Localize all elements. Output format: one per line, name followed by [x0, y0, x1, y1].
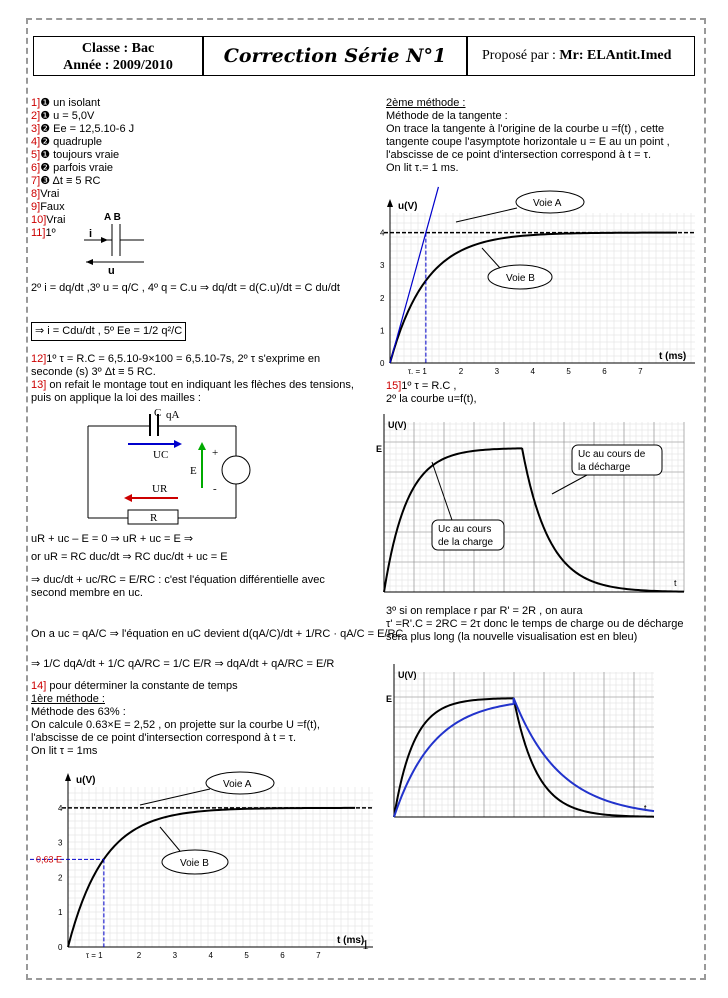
- answer-text: ❷ Ee = 12,5.10-6 J: [40, 123, 135, 135]
- y-label: U(V): [388, 420, 407, 430]
- y-tick: 2: [58, 873, 63, 883]
- graph-charge-decharge: [372, 412, 692, 597]
- charge-pointer: [432, 462, 452, 520]
- q14-block: [31, 680, 361, 758]
- voie-a-pointer: [456, 208, 517, 222]
- method2-line2: tangente coupe l'asymptote horizontale u = E au un point ,: [386, 136, 670, 148]
- q12-block: [31, 353, 361, 379]
- eq-diff: ⇒ duc/dt + uc/RC = E/RC : c'est l'équation différentielle avec second membre en uc.: [31, 574, 325, 599]
- x-tick: 6: [602, 367, 607, 376]
- q15-block: [386, 380, 696, 406]
- cap-u: u: [108, 265, 115, 277]
- answer-num: 5]: [31, 149, 41, 161]
- y-tick: 4: [58, 803, 63, 813]
- q14-num: 14]: [31, 680, 47, 692]
- e-label: E: [386, 694, 393, 704]
- header-author: [467, 36, 695, 76]
- decharge-line1: Uc au cours de: [578, 449, 646, 460]
- answer-item: [31, 97, 201, 110]
- method2-line3: l'abscisse de ce point d'intersection correspond à t = τ.: [386, 149, 652, 161]
- x-tick: 2: [458, 367, 464, 376]
- answer-text: Faux: [40, 201, 65, 213]
- t-label: t: [674, 578, 677, 588]
- circuit-qa: qA: [166, 409, 180, 421]
- answer-text: ❷ parfois vraie: [40, 162, 114, 174]
- x-tick: 5: [566, 367, 571, 376]
- q15-text: 1º τ = R.C ,: [401, 380, 457, 392]
- x-tick: 4: [208, 951, 213, 960]
- answer-num: 6]: [31, 162, 41, 174]
- circuit-e: E: [190, 465, 197, 477]
- q13-num: 13]: [31, 379, 47, 391]
- header-year: Année : 2009/2010: [63, 58, 173, 73]
- q13-text: on refait le montage tout en indiquant les flèches des tensions, puis on applique la loi des mailles :: [31, 379, 354, 404]
- eq-on-a: On a uc = qA/C ⇒ l'équation en uC devient d(qA/C)/dt + 1/RC · qA/C = E/RC: [31, 628, 404, 640]
- x-tick: 4: [530, 367, 535, 376]
- charge-line1: Uc au cours: [438, 524, 492, 535]
- tau-label: τ = 1: [85, 951, 103, 960]
- q12-text: 1º τ = R.C = 6,5.10-9×100 = 6,5.10-7s, 2º τ s'exprime en seconde (s) 3º Δt ≡ 5 RC.: [31, 353, 321, 378]
- answer-text: ❶ un isolant: [40, 97, 101, 109]
- x-tick: 7: [638, 367, 643, 376]
- method2-name: Méthode de la tangente :: [386, 110, 508, 122]
- circuit-uc: UC: [153, 449, 169, 461]
- header-class: Classe : Bac: [81, 41, 155, 56]
- author-name: Mr: ELAntit.Imed: [559, 48, 672, 63]
- y-tick: 4: [380, 228, 385, 238]
- x-tick: 3: [172, 951, 178, 960]
- method1-title: 1ère méthode :: [31, 693, 105, 705]
- capacitor-sketch: [84, 210, 164, 278]
- cap-ab: A B: [104, 212, 121, 223]
- eq-relations: 2º i = dq/dt ,3º u = q/C , 4º q = C.u ⇒ dq/dt = d(C.u)/dt = C du/dt: [31, 282, 340, 294]
- answer-item: [31, 136, 201, 149]
- circuit-minus: -: [213, 483, 217, 495]
- x-tick: 6: [280, 951, 285, 960]
- answer-num: 11]: [31, 227, 46, 239]
- answer-item: [31, 175, 201, 188]
- answer-num: 2]: [31, 110, 41, 122]
- method1-line3: On lit τ = 1ms: [31, 745, 98, 757]
- e-label: E: [376, 444, 383, 454]
- author-prefix: Proposé par :: [482, 48, 556, 63]
- voie-b-label: Voie B: [506, 273, 535, 284]
- answer-text: Vrai: [46, 214, 66, 226]
- method1-line1: On calcule 0.63×E = 2,52 , on projette sur la courbe U =f(t),: [31, 719, 320, 731]
- tau-label: τ. = 1: [407, 367, 427, 376]
- method2-title: 2ème méthode :: [386, 97, 466, 109]
- method1-line2: l'abscisse de ce point d'intersection correspond à t = τ.: [31, 732, 297, 744]
- y-tick: 0: [380, 359, 385, 368]
- t-label: t: [644, 803, 647, 813]
- answer-item: [31, 110, 201, 123]
- page-number: 1: [362, 938, 369, 953]
- graph-compare: [384, 662, 674, 822]
- circuit-ur: UR: [152, 483, 168, 495]
- y-label: u(V): [398, 201, 418, 212]
- answer-item: [31, 162, 201, 175]
- voie-a-pointer: [140, 789, 210, 805]
- page-title: Correction Série N°1: [203, 36, 467, 76]
- eq-maille: uR + uc – E = 0 ⇒ uR + uc = E ⇒: [31, 533, 194, 545]
- answer-num: 3]: [31, 123, 41, 135]
- y-tick: 3: [380, 261, 385, 271]
- circuit-diagram: [88, 408, 248, 528]
- y-tick: 2: [380, 293, 385, 303]
- q15-curve: 2º la courbe u=f(t),: [386, 393, 477, 405]
- x-label: t (ms): [337, 935, 365, 946]
- y-tick: 1: [380, 326, 385, 336]
- q3-line3: sera plus long (la nouvelle visualisation est en bleu): [386, 631, 638, 643]
- charge-curve: [390, 233, 677, 363]
- y-arrow: [65, 773, 71, 781]
- eq-or: or uR = RC duc/dt ⇒ RC duc/dt + uc = E: [31, 551, 228, 563]
- y-arrow: [387, 199, 393, 207]
- answer-num: 10]: [31, 214, 47, 226]
- answer-item: [31, 123, 201, 136]
- x-label: t (ms): [659, 351, 687, 362]
- e063-label: 0,63 E: [36, 854, 63, 865]
- voie-b-label: Voie B: [180, 858, 209, 869]
- method2-line4: On lit τ.= 1 ms.: [386, 162, 459, 174]
- answer-text: Vrai: [40, 188, 60, 200]
- answer-text: ❶ toujours vraie: [40, 149, 120, 161]
- y-tick: 1: [58, 908, 63, 918]
- circuit-c: C: [154, 407, 162, 419]
- answer-num: 9]: [31, 201, 41, 213]
- answer-num: 4]: [31, 136, 41, 148]
- x-tick: 7: [316, 951, 321, 960]
- answer-num: 1]: [31, 97, 41, 109]
- x-tick: 2: [136, 951, 142, 960]
- answer-item: [31, 149, 201, 162]
- x-tick: 3: [494, 367, 500, 376]
- circuit-r: R: [150, 512, 158, 524]
- answer-num: 8]: [31, 188, 41, 200]
- cap-i: i: [89, 228, 93, 240]
- y-label: u(V): [76, 775, 96, 786]
- voie-a-label: Voie A: [533, 198, 562, 209]
- eq-current: ⇒ i = Cdu/dt , 5º Ee = 1/2 q²/C: [31, 322, 186, 341]
- q13-block: [31, 379, 361, 405]
- header-class-box: [33, 36, 203, 76]
- method1-name: Méthode des 63% :: [31, 706, 126, 718]
- q12-num: 12]: [31, 353, 47, 365]
- q3-line2: τ' =R'.C = 2RC = 2τ donc le temps de charge ou de décharge: [386, 618, 684, 630]
- q15-num: 15]: [386, 380, 402, 392]
- answer-text: ❶ u = 5,0V: [40, 110, 95, 122]
- answer-num: 7]: [31, 175, 41, 187]
- voie-a-label: Voie A: [223, 779, 252, 790]
- charge-line2: de la charge: [438, 537, 494, 548]
- voie-b-pointer: [160, 827, 180, 851]
- answer-text: ❸ Δt ≡ 5 RC: [40, 175, 101, 187]
- graph-63pct: [36, 765, 365, 960]
- y-label: U(V): [398, 670, 417, 680]
- q3-block: [386, 605, 701, 644]
- q3-line1: 3º si on remplace r par R' = 2R , on aura: [386, 605, 583, 617]
- y-tick: 3: [58, 838, 63, 848]
- eq-final: ⇒ 1/C dqA/dt + 1/C qA/RC = 1/C E/R ⇒ dqA/dt + qA/RC = E/R: [31, 658, 335, 670]
- decharge-line2: la décharge: [578, 462, 631, 473]
- answer-text: 1º: [45, 227, 56, 239]
- answer-item: [31, 188, 201, 201]
- y-tick: 0: [58, 943, 63, 952]
- graph-tangent: [370, 188, 700, 378]
- circuit-plus: +: [212, 447, 219, 459]
- x-tick: 5: [244, 951, 249, 960]
- q14-text: pour déterminer la constante de temps: [46, 680, 238, 692]
- method2-line1: On trace la tangente à l'origine de la courbe u =f(t) , cette: [386, 123, 665, 135]
- method2-block: [386, 97, 696, 175]
- answer-text: ❷ quadruple: [40, 136, 103, 148]
